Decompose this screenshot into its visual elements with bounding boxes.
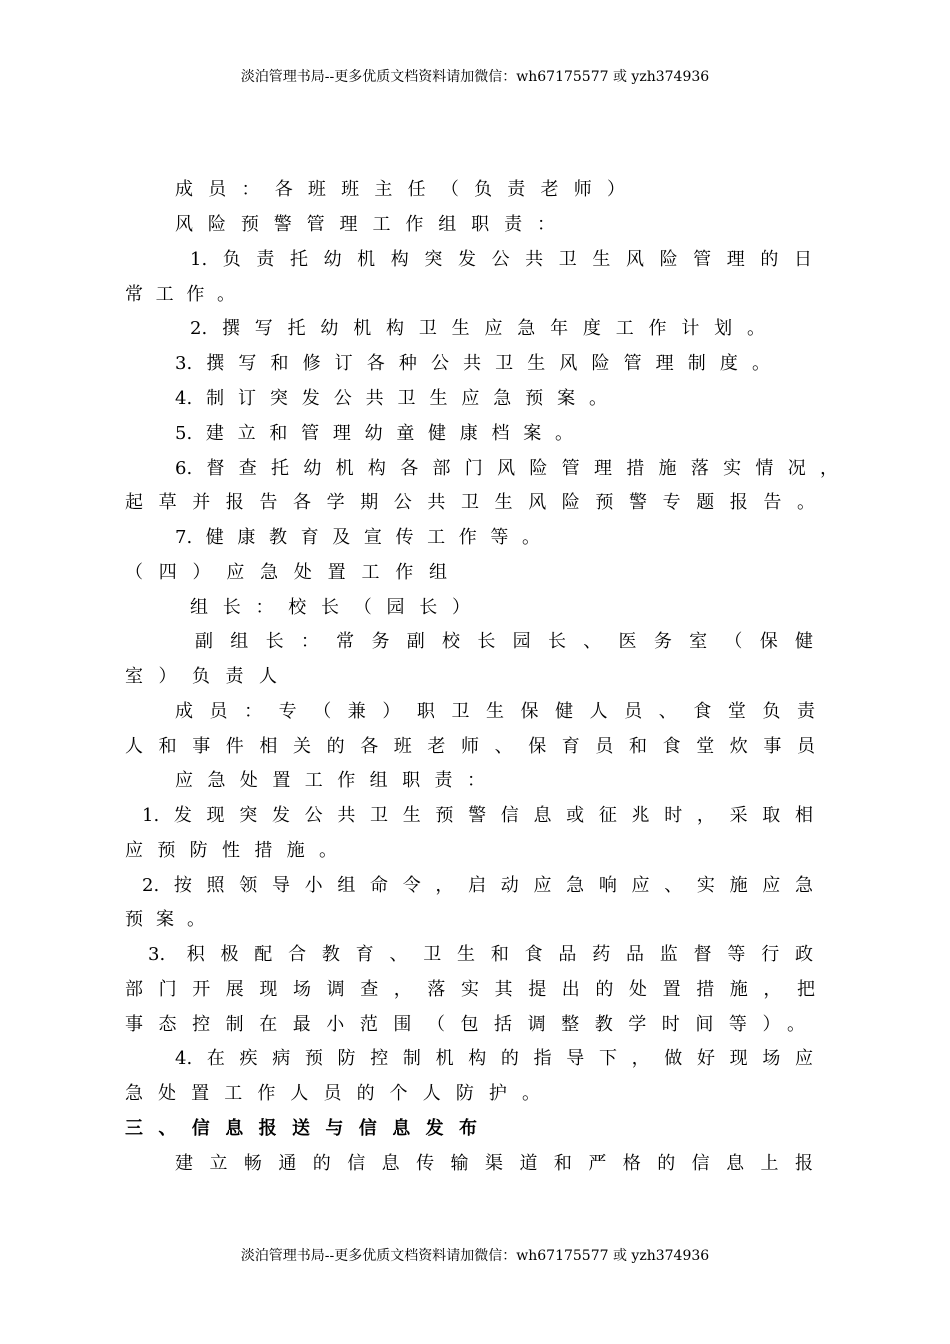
text-line: 人和事件相关的各班老师、保育员和食堂炊事员: [125, 736, 815, 757]
text-line: 3.撰写和修订各种公共卫生风险管理制度。: [175, 353, 770, 374]
text-line: 7.健康教育及宣传工作等。: [175, 527, 540, 548]
text-line: 成员：各班班主任（负责老师）: [175, 179, 625, 200]
section-heading: （四）应急处置工作组: [125, 562, 447, 583]
text-line: 组长：校长（园长）: [190, 597, 470, 618]
text-line: 4.制订突发公共卫生应急预案。: [175, 388, 607, 409]
text-line: 建立畅通的信息传输渠道和严格的信息上报: [175, 1153, 813, 1174]
text-line: 副组长：常务副校长园长、医务室（保健: [195, 631, 813, 652]
text-line: 6.督查托幼机构各部门风险管理措施落实情况，: [175, 458, 838, 479]
page-header: 淡泊管理书局--更多优质文档资料请加微信：wh67175577 或 yzh374936: [240, 69, 710, 85]
text-line: 应急处置工作组职责：: [175, 770, 485, 791]
text-line: 5.建立和管理幼童健康档案。: [175, 423, 573, 444]
text-line: 常工作。: [125, 284, 235, 305]
text-line: 起草并报告各学期公共卫生风险预警专题报告。: [125, 492, 815, 513]
section-heading: 三、信息报送与信息发布: [125, 1118, 477, 1139]
text-line: 2.撰写托幼机构卫生应急年度工作计划。: [190, 318, 765, 339]
text-line: 室）负责人: [125, 666, 277, 687]
text-line: 应预防性措施。: [125, 840, 337, 861]
page-footer: 淡泊管理书局--更多优质文档资料请加微信：wh67175577 或 yzh374936: [240, 1248, 710, 1264]
text-line: 事态控制在最小范围（包括调整教学时间等）。: [125, 1014, 805, 1035]
text-line: 急处置工作人员的个人防护。: [125, 1083, 540, 1104]
text-line: 部门开展现场调查，落实其提出的处置措施，把: [125, 979, 815, 1000]
text-line: 风险预警管理工作组职责：: [175, 214, 555, 235]
text-line: 成员：专（兼）职卫生保健人员、食堂负责: [175, 701, 815, 722]
text-line: 预案。: [125, 909, 205, 930]
text-line: 2.按照领导小组命令，启动应急响应、实施应急: [142, 875, 813, 896]
text-line: 4.在疾病预防控制机构的指导下，做好现场应: [175, 1048, 813, 1069]
text-line: 1.发现突发公共卫生预警信息或征兆时，采取相: [142, 805, 813, 826]
text-line: 3. 积极配合教育、卫生和食品药品监督等行政: [148, 944, 813, 965]
text-line: 1.负责托幼机构突发公共卫生风险管理的日: [190, 249, 812, 270]
